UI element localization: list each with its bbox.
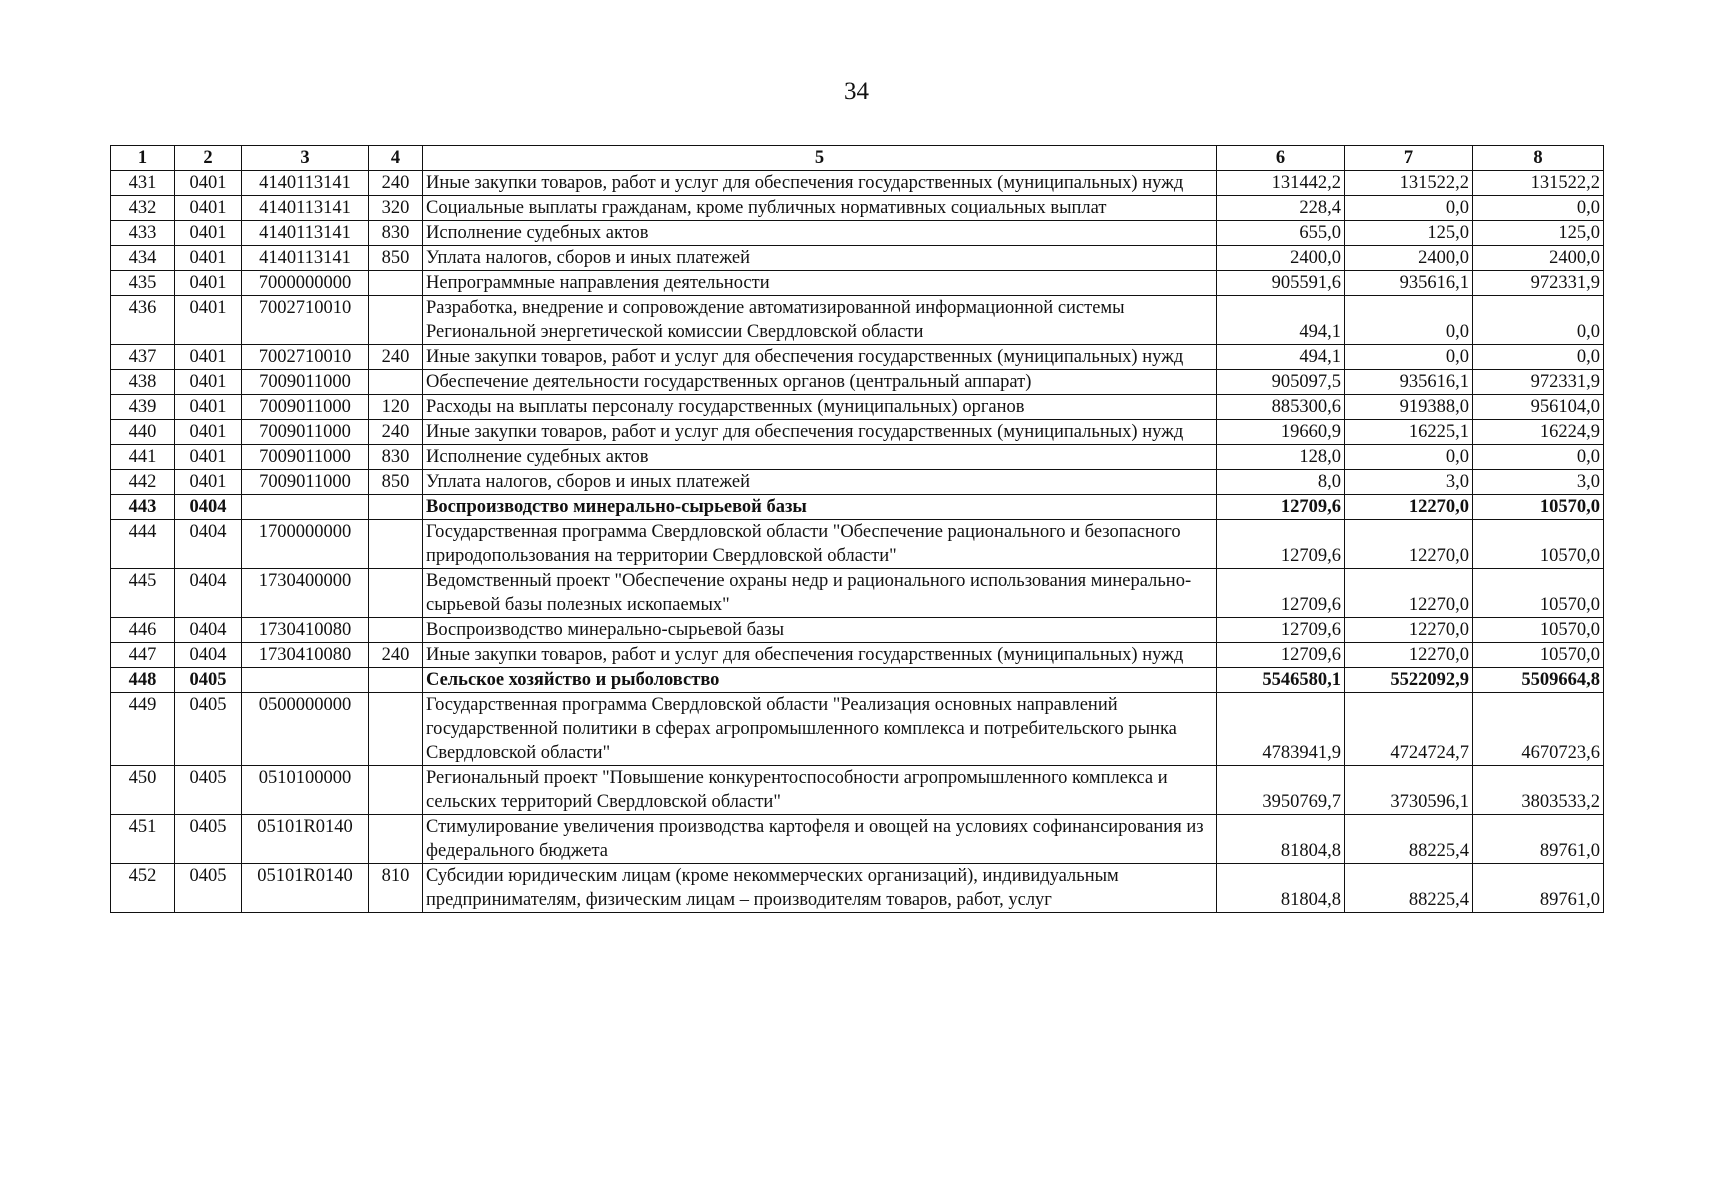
item-name: Стимулирование увеличения производства картофеля и овощей на условиях софинансирования из федерального бюджета [423, 815, 1217, 864]
item-name: Расходы на выплаты персоналу государственных (муниципальных) органов [423, 395, 1217, 420]
table-row [111, 196, 1604, 221]
target-article-code: 7009011000 [242, 420, 369, 445]
target-article-code: 7009011000 [242, 445, 369, 470]
amount-col-7: 125,0 [1345, 221, 1473, 246]
item-name: Непрограммные направления деятельности [423, 271, 1217, 296]
expense-type-code: 240 [369, 345, 423, 370]
amount-col-8: 4670723,6 [1473, 693, 1604, 766]
amount-col-8: 0,0 [1473, 445, 1604, 470]
row-number: 446 [111, 618, 175, 643]
column-header: 2 [175, 146, 242, 171]
amount-col-8: 0,0 [1473, 196, 1604, 221]
row-number: 437 [111, 345, 175, 370]
amount-col-7: 5522092,9 [1345, 668, 1473, 693]
amount-col-6: 905097,5 [1217, 370, 1345, 395]
amount-col-8: 0,0 [1473, 345, 1604, 370]
section-code: 0405 [175, 864, 242, 913]
row-number: 439 [111, 395, 175, 420]
row-number: 452 [111, 864, 175, 913]
section-code: 0405 [175, 766, 242, 815]
amount-col-7: 12270,0 [1345, 643, 1473, 668]
table-row [111, 495, 1604, 520]
section-code: 0401 [175, 296, 242, 345]
expense-type-code: 850 [369, 470, 423, 495]
amount-col-7: 131522,2 [1345, 171, 1473, 196]
page-number: 34 [844, 78, 869, 105]
amount-col-8: 3,0 [1473, 470, 1604, 495]
amount-col-6: 8,0 [1217, 470, 1345, 495]
target-article-code: 4140113141 [242, 196, 369, 221]
section-code: 0401 [175, 196, 242, 221]
expense-type-code: 830 [369, 445, 423, 470]
amount-col-7: 3,0 [1345, 470, 1473, 495]
table-row [111, 864, 1604, 913]
row-number: 440 [111, 420, 175, 445]
target-article-code: 7002710010 [242, 296, 369, 345]
amount-col-7: 3730596,1 [1345, 766, 1473, 815]
section-code: 0401 [175, 420, 242, 445]
item-name: Государственная программа Свердловской области "Реализация основных направлений государственной политики в сферах агропромышленного комплекса и потребительского рынка Свердловской области" [423, 693, 1217, 766]
amount-col-6: 128,0 [1217, 445, 1345, 470]
table-row [111, 618, 1604, 643]
column-header: 3 [242, 146, 369, 171]
amount-col-7: 2400,0 [1345, 246, 1473, 271]
expense-type-code: 120 [369, 395, 423, 420]
amount-col-7: 88225,4 [1345, 864, 1473, 913]
row-number: 448 [111, 668, 175, 693]
expense-type-code: 810 [369, 864, 423, 913]
amount-col-7: 12270,0 [1345, 618, 1473, 643]
item-name: Иные закупки товаров, работ и услуг для обеспечения государственных (муниципальных) нужд [423, 345, 1217, 370]
amount-col-6: 12709,6 [1217, 569, 1345, 618]
amount-col-8: 131522,2 [1473, 171, 1604, 196]
expense-type-code [369, 296, 423, 345]
amount-col-6: 228,4 [1217, 196, 1345, 221]
amount-col-7: 12270,0 [1345, 520, 1473, 569]
target-article-code: 05101R0140 [242, 815, 369, 864]
table-row [111, 271, 1604, 296]
amount-col-8: 10570,0 [1473, 643, 1604, 668]
amount-col-8: 0,0 [1473, 296, 1604, 345]
expense-type-code [369, 668, 423, 693]
amount-col-6: 12709,6 [1217, 495, 1345, 520]
amount-col-6: 12709,6 [1217, 520, 1345, 569]
budget-table [110, 145, 1604, 913]
expense-type-code [369, 569, 423, 618]
section-code: 0401 [175, 246, 242, 271]
item-name: Обеспечение деятельности государственных органов (центральный аппарат) [423, 370, 1217, 395]
amount-col-8: 125,0 [1473, 221, 1604, 246]
table-row [111, 470, 1604, 495]
target-article-code: 7009011000 [242, 470, 369, 495]
table-row [111, 345, 1604, 370]
expense-type-code [369, 271, 423, 296]
item-name: Иные закупки товаров, работ и услуг для обеспечения государственных (муниципальных) нужд [423, 171, 1217, 196]
item-name: Социальные выплаты гражданам, кроме публичных нормативных социальных выплат [423, 196, 1217, 221]
row-number: 443 [111, 495, 175, 520]
row-number: 431 [111, 171, 175, 196]
amount-col-7: 935616,1 [1345, 271, 1473, 296]
table-row [111, 296, 1604, 345]
column-header: 8 [1473, 146, 1604, 171]
row-number: 441 [111, 445, 175, 470]
expense-type-code [369, 495, 423, 520]
expense-type-code: 830 [369, 221, 423, 246]
section-code: 0401 [175, 445, 242, 470]
item-name: Иные закупки товаров, работ и услуг для обеспечения государственных (муниципальных) нужд [423, 420, 1217, 445]
section-code: 0405 [175, 815, 242, 864]
amount-col-6: 905591,6 [1217, 271, 1345, 296]
amount-col-6: 19660,9 [1217, 420, 1345, 445]
section-code: 0401 [175, 221, 242, 246]
amount-col-8: 10570,0 [1473, 495, 1604, 520]
target-article-code: 1730410080 [242, 643, 369, 668]
amount-col-7: 0,0 [1345, 445, 1473, 470]
table-row [111, 569, 1604, 618]
section-code: 0404 [175, 495, 242, 520]
target-article-code: 7009011000 [242, 395, 369, 420]
amount-col-8: 89761,0 [1473, 815, 1604, 864]
target-article-code: 05101R0140 [242, 864, 369, 913]
table-row [111, 520, 1604, 569]
amount-col-7: 12270,0 [1345, 569, 1473, 618]
section-code: 0401 [175, 470, 242, 495]
target-article-code: 7009011000 [242, 370, 369, 395]
item-name: Исполнение судебных актов [423, 445, 1217, 470]
header-row [111, 146, 1604, 171]
item-name: Воспроизводство минерально-сырьевой базы [423, 618, 1217, 643]
row-number: 435 [111, 271, 175, 296]
amount-col-8: 972331,9 [1473, 271, 1604, 296]
amount-col-6: 12709,6 [1217, 643, 1345, 668]
item-name: Региональный проект "Повышение конкурентоспособности агропромышленного комплекса и сельских территорий Свердловской области" [423, 766, 1217, 815]
amount-col-7: 919388,0 [1345, 395, 1473, 420]
amount-col-8: 3803533,2 [1473, 766, 1604, 815]
expense-type-code: 240 [369, 420, 423, 445]
table-body [111, 171, 1604, 913]
target-article-code: 4140113141 [242, 171, 369, 196]
amount-col-8: 956104,0 [1473, 395, 1604, 420]
expense-type-code: 240 [369, 171, 423, 196]
amount-col-6: 131442,2 [1217, 171, 1345, 196]
section-code: 0405 [175, 693, 242, 766]
amount-col-7: 0,0 [1345, 296, 1473, 345]
item-name: Субсидии юридическим лицам (кроме некоммерческих организаций), индивидуальным предпринимателям, физическим лицам – производителям товаров, работ, услуг [423, 864, 1217, 913]
target-article-code: 4140113141 [242, 246, 369, 271]
table-row [111, 643, 1604, 668]
amount-col-6: 885300,6 [1217, 395, 1345, 420]
amount-col-7: 88225,4 [1345, 815, 1473, 864]
table-row [111, 370, 1604, 395]
section-code: 0405 [175, 668, 242, 693]
item-name: Разработка, внедрение и сопровождение автоматизированной информационной системы Региональной энергетической комиссии Свердловской области [423, 296, 1217, 345]
amount-col-8: 10570,0 [1473, 520, 1604, 569]
row-number: 451 [111, 815, 175, 864]
target-article-code: 1730410080 [242, 618, 369, 643]
amount-col-7: 4724724,7 [1345, 693, 1473, 766]
amount-col-8: 10570,0 [1473, 618, 1604, 643]
table-row [111, 693, 1604, 766]
amount-col-6: 494,1 [1217, 296, 1345, 345]
item-name: Уплата налогов, сборов и иных платежей [423, 246, 1217, 271]
row-number: 436 [111, 296, 175, 345]
item-name: Сельское хозяйство и рыболовство [423, 668, 1217, 693]
amount-col-7: 16225,1 [1345, 420, 1473, 445]
expense-type-code: 240 [369, 643, 423, 668]
row-number: 434 [111, 246, 175, 271]
row-number: 450 [111, 766, 175, 815]
amount-col-6: 5546580,1 [1217, 668, 1345, 693]
row-number: 432 [111, 196, 175, 221]
table-row [111, 445, 1604, 470]
section-code: 0401 [175, 395, 242, 420]
target-article-code: 0500000000 [242, 693, 369, 766]
section-code: 0401 [175, 271, 242, 296]
row-number: 433 [111, 221, 175, 246]
section-code: 0401 [175, 171, 242, 196]
amount-col-8: 5509664,8 [1473, 668, 1604, 693]
expense-type-code [369, 520, 423, 569]
target-article-code: 7000000000 [242, 271, 369, 296]
row-number: 438 [111, 370, 175, 395]
amount-col-6: 12709,6 [1217, 618, 1345, 643]
target-article-code [242, 668, 369, 693]
column-header: 1 [111, 146, 175, 171]
table-row [111, 246, 1604, 271]
column-header: 5 [423, 146, 1217, 171]
section-code: 0404 [175, 520, 242, 569]
row-number: 447 [111, 643, 175, 668]
target-article-code: 1700000000 [242, 520, 369, 569]
amount-col-8: 16224,9 [1473, 420, 1604, 445]
target-article-code [242, 495, 369, 520]
table-row [111, 815, 1604, 864]
amount-col-7: 0,0 [1345, 345, 1473, 370]
expense-type-code [369, 370, 423, 395]
expense-type-code: 850 [369, 246, 423, 271]
amount-col-8: 10570,0 [1473, 569, 1604, 618]
row-number: 444 [111, 520, 175, 569]
target-article-code: 0510100000 [242, 766, 369, 815]
table-row [111, 221, 1604, 246]
row-number: 445 [111, 569, 175, 618]
target-article-code: 7002710010 [242, 345, 369, 370]
table-row [111, 668, 1604, 693]
column-header: 6 [1217, 146, 1345, 171]
expense-type-code [369, 618, 423, 643]
item-name: Воспроизводство минерально-сырьевой базы [423, 495, 1217, 520]
table-row [111, 171, 1604, 196]
row-number: 442 [111, 470, 175, 495]
amount-col-7: 12270,0 [1345, 495, 1473, 520]
table-row [111, 420, 1604, 445]
expense-type-code [369, 815, 423, 864]
item-name: Государственная программа Свердловской области "Обеспечение рационального и безопасного природопользования на территории Свердловской области" [423, 520, 1217, 569]
amount-col-6: 4783941,9 [1217, 693, 1345, 766]
amount-col-7: 0,0 [1345, 196, 1473, 221]
amount-col-6: 655,0 [1217, 221, 1345, 246]
section-code: 0401 [175, 345, 242, 370]
table-row [111, 766, 1604, 815]
target-article-code: 1730400000 [242, 569, 369, 618]
amount-col-6: 3950769,7 [1217, 766, 1345, 815]
column-header: 4 [369, 146, 423, 171]
amount-col-6: 494,1 [1217, 345, 1345, 370]
amount-col-6: 81804,8 [1217, 815, 1345, 864]
expense-type-code: 320 [369, 196, 423, 221]
row-number: 449 [111, 693, 175, 766]
expense-type-code [369, 693, 423, 766]
table-row [111, 395, 1604, 420]
section-code: 0404 [175, 618, 242, 643]
item-name: Уплата налогов, сборов и иных платежей [423, 470, 1217, 495]
expense-type-code [369, 766, 423, 815]
amount-col-8: 89761,0 [1473, 864, 1604, 913]
item-name: Исполнение судебных актов [423, 221, 1217, 246]
section-code: 0404 [175, 643, 242, 668]
item-name: Ведомственный проект "Обеспечение охраны недр и рационального использования минерально-сырьевой базы полезных ископаемых" [423, 569, 1217, 618]
amount-col-6: 81804,8 [1217, 864, 1345, 913]
amount-col-6: 2400,0 [1217, 246, 1345, 271]
column-header: 7 [1345, 146, 1473, 171]
section-code: 0404 [175, 569, 242, 618]
section-code: 0401 [175, 370, 242, 395]
target-article-code: 4140113141 [242, 221, 369, 246]
amount-col-7: 935616,1 [1345, 370, 1473, 395]
amount-col-8: 972331,9 [1473, 370, 1604, 395]
amount-col-8: 2400,0 [1473, 246, 1604, 271]
item-name: Иные закупки товаров, работ и услуг для обеспечения государственных (муниципальных) нужд [423, 643, 1217, 668]
